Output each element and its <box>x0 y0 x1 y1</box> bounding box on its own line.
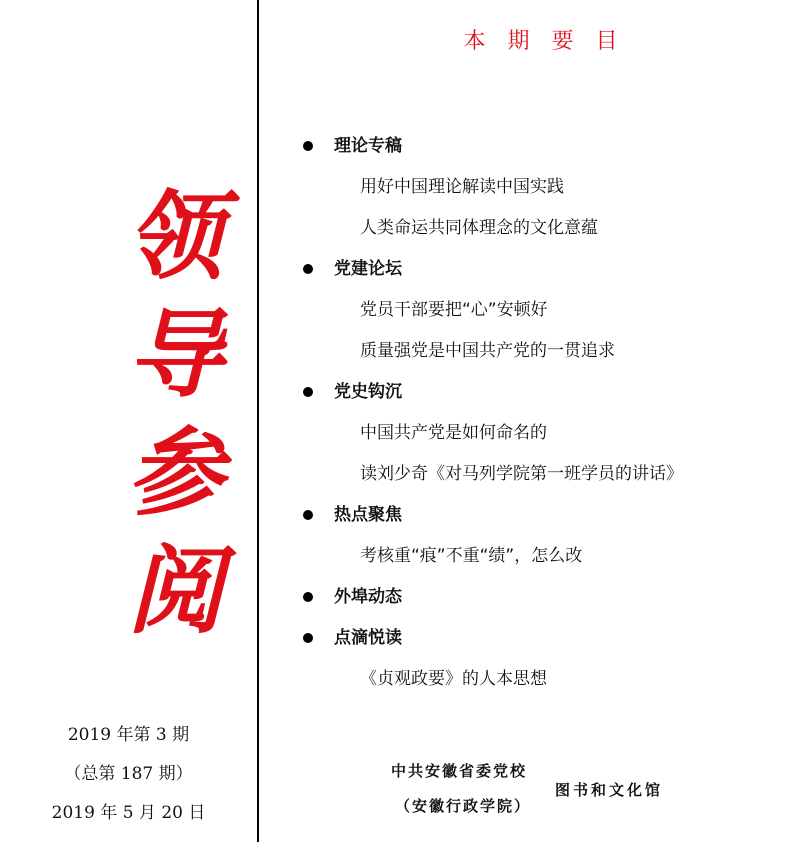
toc-article: 人类命运共同体理念的文化意蕴 <box>360 218 598 238</box>
issue-total-number: （总第 187 期） <box>64 764 193 784</box>
publisher-school: 中共安徽省委党校 <box>391 762 528 780</box>
toc-section <box>303 577 783 618</box>
toc-section <box>303 618 783 659</box>
toc-section <box>303 249 783 290</box>
section-title: 热点聚焦 <box>334 505 402 525</box>
section-title: 点滴悦读 <box>334 628 402 648</box>
bullet-icon <box>303 592 313 602</box>
section-title: 党建论坛 <box>334 259 402 279</box>
masthead-char: 导 <box>127 298 223 411</box>
issue-info <box>0 716 257 833</box>
toc-article: 读刘少奇《对马列学院第一班学员的讲话》 <box>360 464 683 484</box>
toc-section <box>303 372 783 413</box>
masthead <box>125 178 225 650</box>
issue-date: 2019 年 5 月 20 日 <box>51 803 206 823</box>
section-title: 党史钩沉 <box>334 382 402 402</box>
masthead-char: 参 <box>127 416 223 529</box>
section-title: 理论专稿 <box>334 136 402 156</box>
issue-number: 2019 年第 3 期 <box>67 725 190 745</box>
bullet-icon <box>303 633 313 643</box>
section-title: 外埠动态 <box>334 587 402 607</box>
toc-article: 中国共产党是如何命名的 <box>360 423 547 443</box>
right-column <box>259 0 800 842</box>
publisher-library: 图书和文化馆 <box>555 781 664 799</box>
toc-article: 考核重“痕”不重“绩”，怎么改 <box>360 546 583 566</box>
toc-article: 《贞观政要》的人本思想 <box>360 669 547 689</box>
toc-article: 党员干部要把“心”安顿好 <box>360 300 548 320</box>
left-column <box>0 0 257 842</box>
bullet-icon <box>303 141 313 151</box>
toc-section <box>303 495 783 536</box>
bullet-icon <box>303 510 313 520</box>
toc-article: 质量强党是中国共产党的一贯追求 <box>360 341 615 361</box>
bullet-icon <box>303 264 313 274</box>
toc-section <box>303 126 783 167</box>
bullet-icon <box>303 387 313 397</box>
masthead-char: 领 <box>127 180 223 293</box>
toc-title: 本期要目 <box>463 29 640 54</box>
publisher-admin: （安徽行政学院） <box>395 797 532 815</box>
toc-article: 用好中国理论解读中国实践 <box>360 177 564 197</box>
masthead-char: 阅 <box>127 534 223 647</box>
table-of-contents <box>303 126 783 700</box>
